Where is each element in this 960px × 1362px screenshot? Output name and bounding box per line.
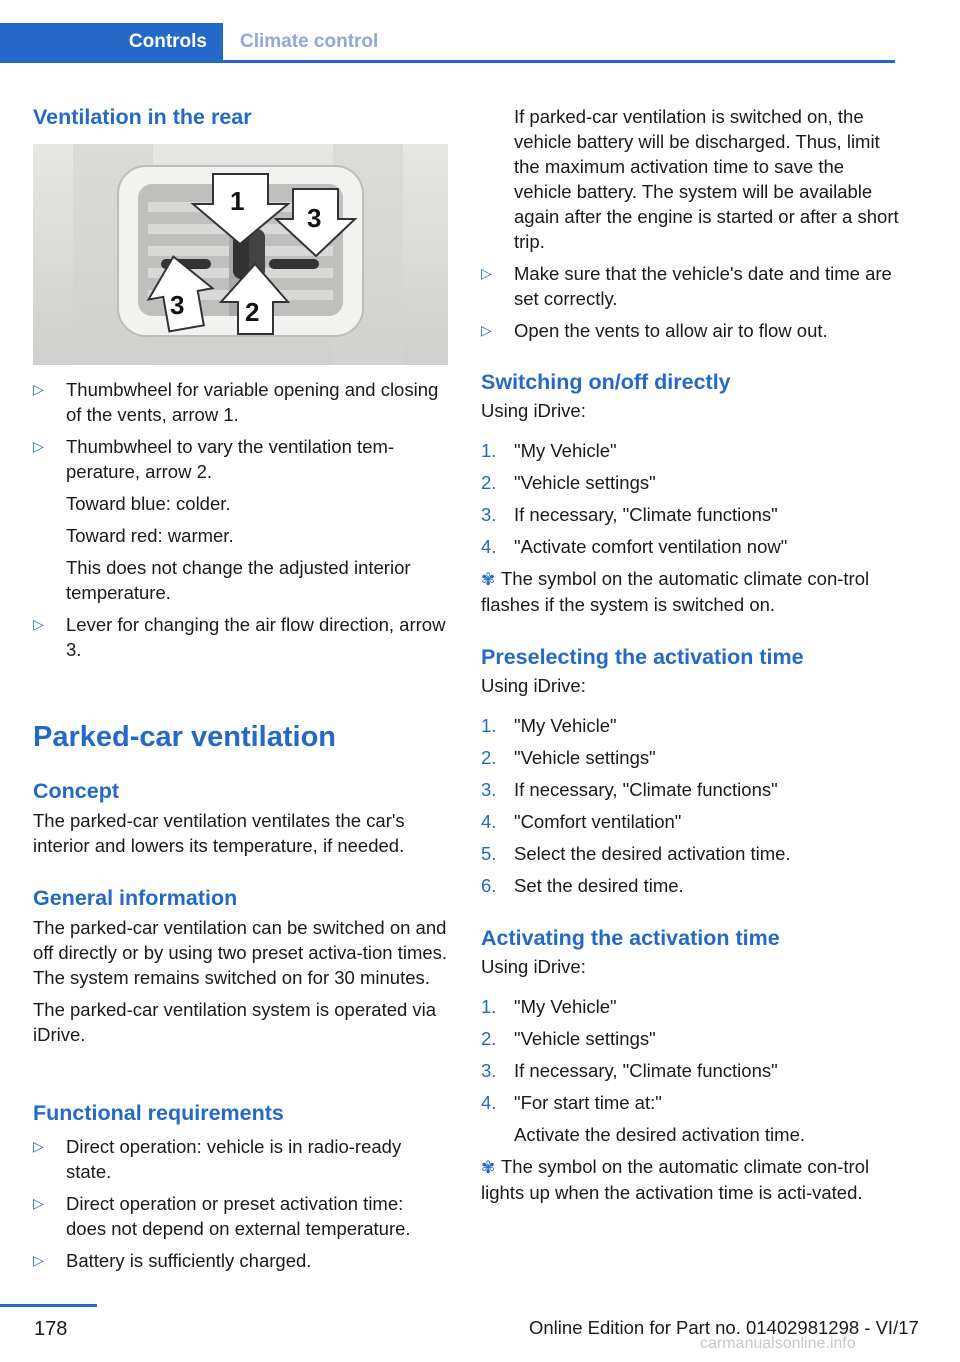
list-item: ▷ Lever for changing the air flow direction, arrow 3.: [33, 614, 446, 660]
parked-car-ventilation-heading: Parked-car ventilation: [33, 721, 336, 753]
activating-section: [481, 924, 901, 1205]
list-item: 5. Select the desired activation time.: [481, 843, 791, 864]
general-heading: General information: [33, 886, 238, 910]
list-item: 2. "Vehicle settings": [481, 747, 656, 768]
list-item: 2. "Vehicle settings": [481, 1028, 656, 1049]
watermark: carmanualsonline.info: [700, 1335, 856, 1352]
arrow-label-2: 2: [245, 297, 260, 327]
presel-steps: [481, 713, 901, 898]
list-item: 3. If necessary, "Climate functions": [481, 779, 778, 800]
list-item: 4. "Comfort ventilation": [481, 811, 682, 832]
rear-vent-figure: [33, 144, 448, 365]
fan-icon: ✾: [481, 1158, 496, 1177]
rear-vent-illustration: [33, 144, 448, 365]
arrow-label-3-bottom: 3: [170, 290, 185, 320]
list-item: 1. "My Vehicle": [481, 715, 617, 736]
list-item: 6. Set the desired time.: [481, 875, 684, 896]
functional-heading: Functional requirements: [33, 1101, 284, 1125]
concept-section: [33, 777, 448, 858]
tab-controls[interactable]: Controls: [0, 23, 223, 60]
using-idrive-text: Using iDrive:: [481, 956, 586, 977]
header-rule: [0, 60, 895, 63]
using-idrive-text: Using iDrive:: [481, 400, 586, 421]
arrow-label-3-top: 3: [307, 203, 322, 233]
list-item: 3. If necessary, "Climate functions": [481, 504, 778, 525]
list-item: ▷ Thumbwheel for variable opening and closing of the vents, arrow 1.: [33, 379, 439, 425]
list-item: 1. "My Vehicle": [481, 440, 617, 461]
vent-sub-text: Toward blue: colder. Toward red: warmer. This does not change the adjusted interior temperature.: [66, 493, 411, 603]
tab-climate-control[interactable]: Climate control: [240, 30, 379, 52]
ventilation-rear-heading: Ventilation in the rear: [33, 105, 252, 129]
activ-sub-text: Activate the desired activation time.: [514, 1124, 806, 1145]
vent-list: [33, 377, 448, 662]
list-item: ▷ Open the vents to allow air to flow out.: [481, 320, 828, 341]
switch-steps: [481, 438, 901, 559]
page-number: 178: [34, 1318, 68, 1340]
fan-icon: ✾: [481, 570, 496, 589]
bullet-icon: ▷: [33, 381, 44, 397]
concept-text: The parked-car ventilation ventilates the car's interior and lowers its temperature, if needed.: [33, 810, 405, 856]
arrow-label-1: 1: [230, 186, 245, 216]
list-item: 1. "My Vehicle": [481, 996, 617, 1017]
bullet-icon: ▷: [481, 265, 492, 281]
functional-section: [33, 1099, 448, 1273]
edition-text: Online Edition for Part no. 01402981298 - VI/17: [529, 1317, 919, 1338]
switching-heading: Switching on/off directly: [481, 370, 731, 394]
bullet-icon: ▷: [33, 1195, 44, 1211]
bullet-icon: ▷: [481, 322, 492, 338]
list-item: ▷ Battery is sufficiently charged.: [33, 1250, 312, 1271]
preselecting-heading: Preselecting the activation time: [481, 645, 804, 669]
activating-heading: Activating the activation time: [481, 926, 780, 950]
general-text-1: The parked-car ventilation can be switched on and off directly or by using two preset activa-tion times. The system remains switched on for 30 minutes.: [33, 917, 448, 988]
bullet-icon: ▷: [33, 438, 44, 454]
list-item: ▷ Thumbwheel to vary the ventilation tem-perature, arrow 2.: [33, 436, 395, 482]
intro-text: If parked-car ventilation is switched on, the vehicle battery will be discharged. Thus, limit the maximum activation time to save the vehicle battery. The system will be available again after the engine is started or after a short trip.: [514, 106, 899, 252]
list-item: 4. "For start time at:": [481, 1092, 662, 1113]
switch-note: ✾ The symbol on the automatic climate con-trol flashes if the system is switched on.: [481, 568, 870, 615]
activ-note: ✾ The symbol on the automatic climate con-trol lights up when the activation time is acti-vated.: [481, 1156, 870, 1203]
list-item: 3. If necessary, "Climate functions": [481, 1060, 778, 1081]
general-text-2: The parked-car ventilation system is operated via iDrive.: [33, 999, 437, 1045]
switching-section: [481, 368, 901, 617]
using-idrive-text: Using iDrive:: [481, 675, 586, 696]
preselecting-section: [481, 643, 901, 898]
list-item: ▷ Direct operation or preset activation time: does not depend on external temperature.: [33, 1193, 411, 1239]
list-item: ▷ Direct operation: vehicle is in radio-ready state.: [33, 1136, 402, 1182]
bullet-icon: ▷: [33, 1138, 44, 1154]
bullet-icon: ▷: [33, 616, 44, 632]
page-header: [0, 23, 895, 63]
intro-section: [481, 104, 901, 343]
list-item: 2. "Vehicle settings": [481, 472, 656, 493]
bullet-icon: ▷: [33, 1252, 44, 1268]
list-item: ▷ Make sure that the vehicle's date and time are set correctly.: [481, 263, 892, 309]
concept-heading: Concept: [33, 779, 119, 803]
list-item: 4. "Activate comfort ventilation now": [481, 536, 788, 557]
activ-steps: [481, 994, 901, 1147]
footer-rule: [0, 1304, 97, 1307]
general-section: [33, 884, 448, 1047]
